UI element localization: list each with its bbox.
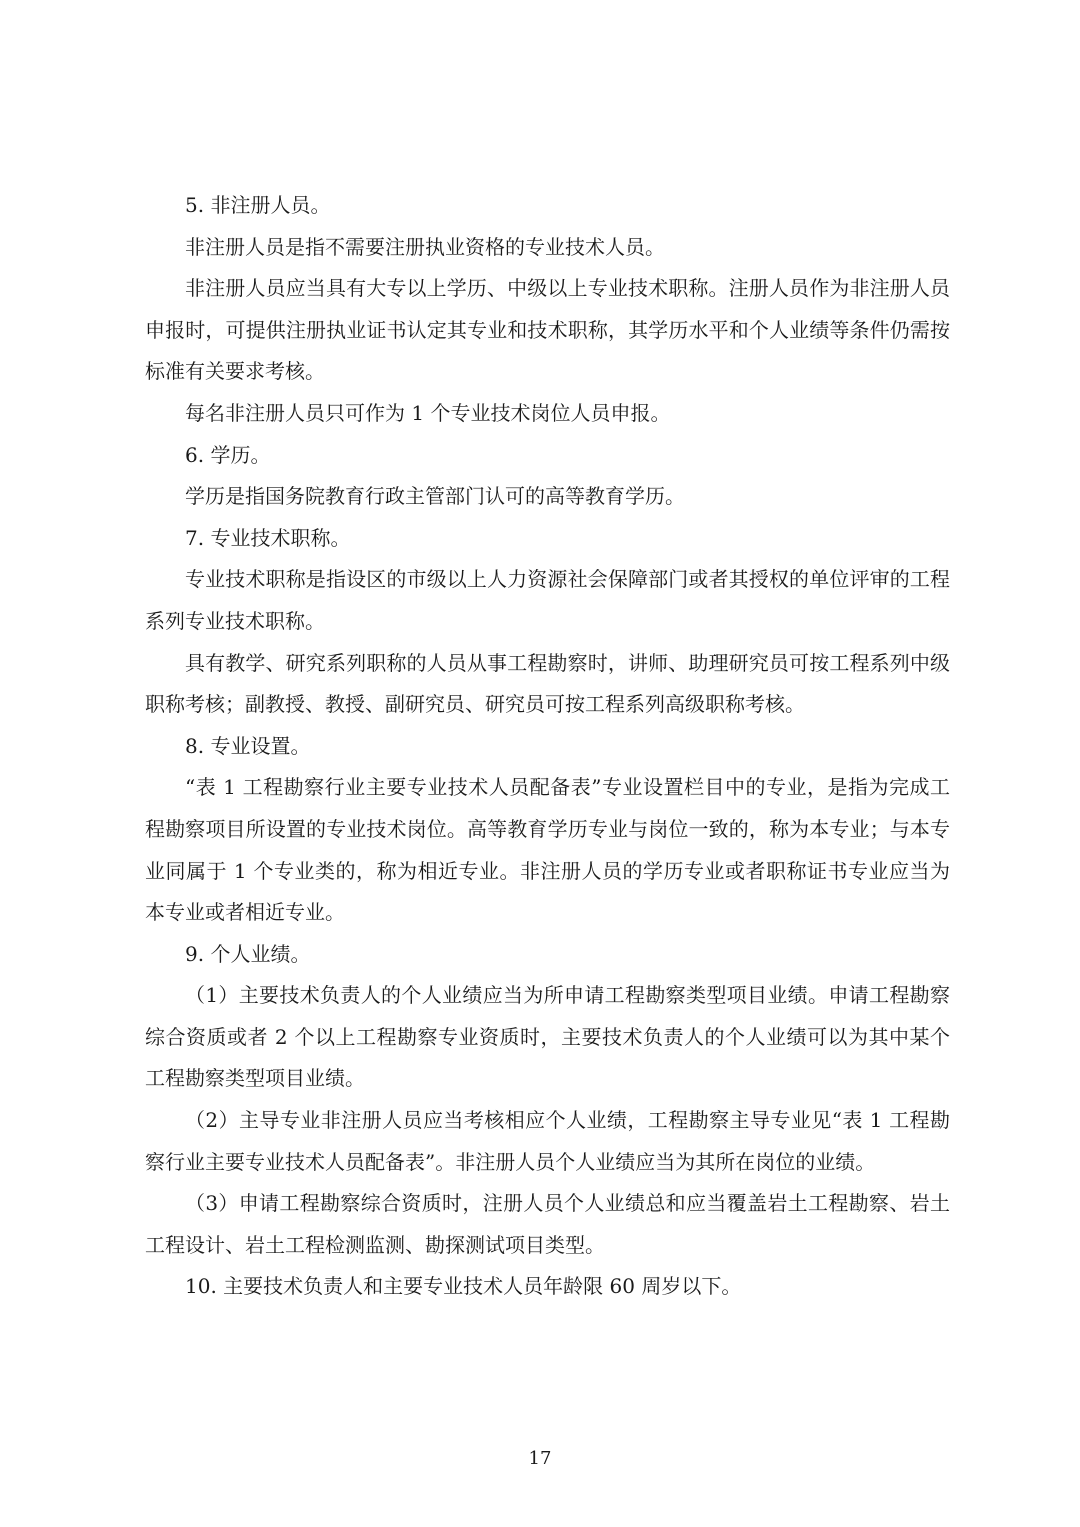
paragraph: 非注册人员是指不需要注册执业资格的专业技术人员。: [185, 234, 665, 259]
paragraph: 专业技术职称是指设区的市级以上人力资源社会保障部门或者其授权的单位评审的工程系列专业技术职称。: [145, 567, 950, 633]
page-number: 17: [528, 1448, 552, 1469]
section-heading-professional-title: 7. 专业技术职称。: [185, 525, 351, 550]
section-heading-non-registered: 5. 非注册人员。: [185, 193, 331, 217]
section-heading-education: 6. 学历。: [185, 442, 271, 467]
page-body: [145, 185, 950, 1308]
paragraph: （2）主导专业非注册人员应当考核相应个人业绩，工程勘察主导专业见“表 1 工程勘察行业主要专业技术人员配备表”。非注册人员个人业绩应当为其所在岗位的业绩。: [145, 1108, 950, 1174]
paragraph: （3）申请工程勘察综合资质时，注册人员个人业绩总和应当覆盖岩土工程勘察、岩土工程设计、岩土工程检测监测、勘探测试项目类型。: [145, 1191, 950, 1257]
paragraph: 非注册人员应当具有大专以上学历、中级以上专业技术职称。注册人员作为非注册人员申报时，可提供注册执业证书认定其专业和技术职称，其学历水平和个人业绩等条件仍需按标准有关要求考核。: [145, 276, 950, 384]
paragraph: （1）主要技术负责人的个人业绩应当为所申请工程勘察类型项目业绩。申请工程勘察综合资质或者 2 个以上工程勘察专业资质时，主要技术负责人的个人业绩可以为其中某个工程勘察类型项目业绩。: [145, 983, 950, 1091]
paragraph: 具有教学、研究系列职称的人员从事工程勘察时，讲师、助理研究员可按工程系列中级职称考核；副教授、教授、副研究员、研究员可按工程系列高级职称考核。: [145, 650, 950, 717]
section-heading-specialty: 8. 专业设置。: [185, 733, 311, 758]
section-heading-personal-performance: 9. 个人业绩。: [185, 941, 311, 966]
paragraph: “表 1 工程勘察行业主要专业技术人员配备表”专业设置栏目中的专业，是指为完成工程勘察项目所设置的专业技术岗位。高等教育学历专业与岗位一致的，称为本专业；与本专业同属于 1 个专业类的，称为相近专业。非注册人员的学历专业或者职称证书专业应当为本专业或者相近专业。: [145, 775, 950, 925]
paragraph: 每名非注册人员只可作为 1 个专业技术岗位人员申报。: [185, 400, 671, 425]
paragraph: 学历是指国务院教育行政主管部门认可的高等教育学历。: [185, 484, 685, 509]
section-heading-age-limit: 10. 主要技术负责人和主要专业技术人员年龄限 60 周岁以下。: [185, 1274, 742, 1299]
